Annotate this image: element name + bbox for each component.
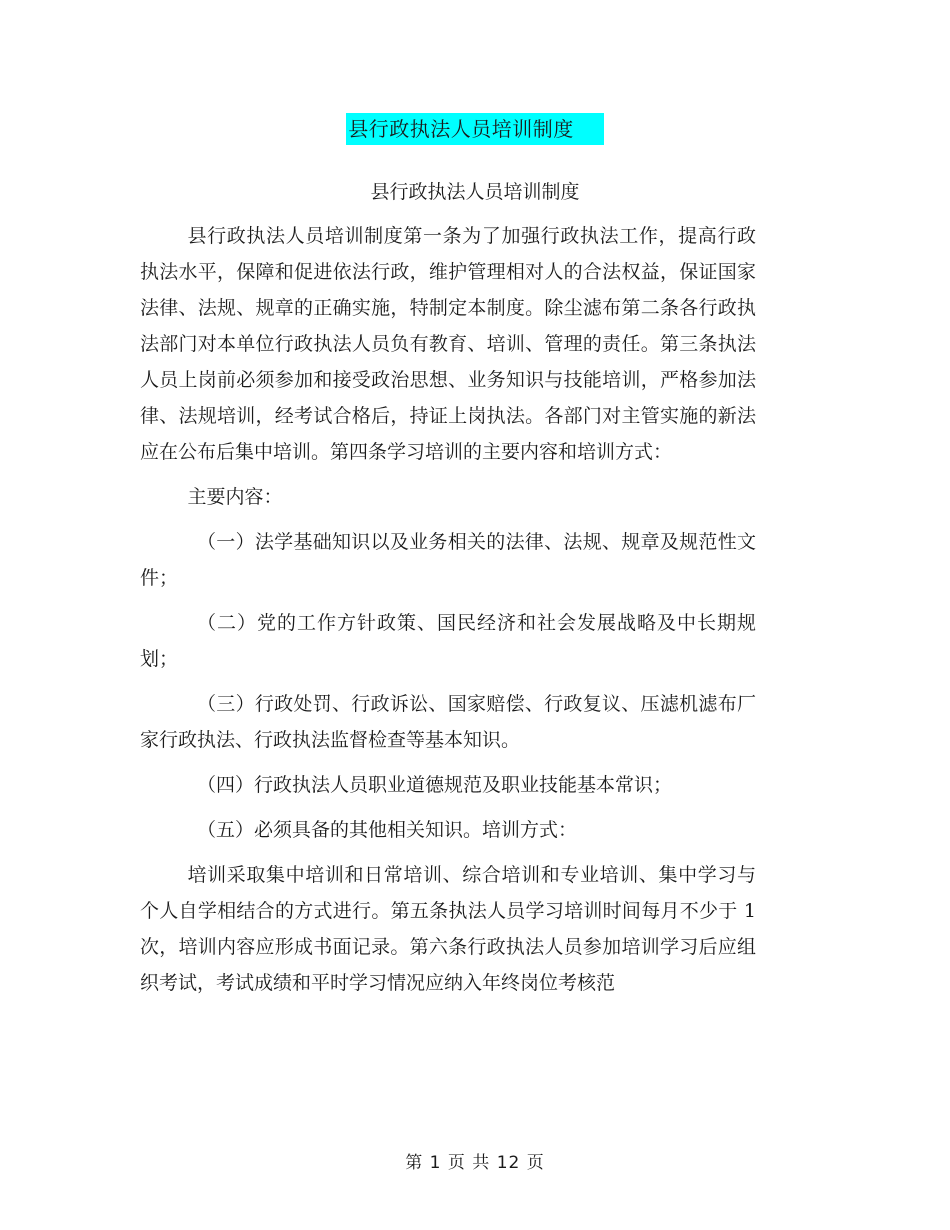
list-item: （二）党的工作方针政策、国民经济和社会发展战略及中长期规划； — [140, 612, 756, 670]
paragraph: 主要内容： — [187, 486, 283, 508]
heading-row — [0, 113, 950, 145]
paragraph: 县行政执法人员培训制度第一条为了加强行政执法工作，提高行政执法水平，保障和促进依法行政，维护管理相对人的合法权益，保证国家法律、法规、规章的正确实施，特制定本制度。除尘滤布第二条各行政执法部门对本单位行政执法人员负有教育、培训、管理的责任。第三条执法人员上岗前必须参加和接受政治思想、业务知识与技能培训，严格参加法律、法规培训，经考试合格后，持证上岗执法。各部门对主管实施的新法应在公布后集中培训。第四条学习培训的主要内容和培训方式： — [140, 225, 756, 463]
list-item: （五）必须具备的其他相关知识。培训方式： — [197, 819, 578, 841]
document-subheading: 县行政执法人员培训制度 — [370, 181, 580, 203]
paragraph: 培训采取集中培训和日常培训、综合培训和专业培训、集中学习与个人自学相结合的方式进行。第五条执法人员学习培训时间每月不少于 1 次，培训内容应形成书面记录。第六条行政执法人员参加培训学习后应组织考试，考试成绩和平时学习情况应纳入年终岗位考核范 — [140, 864, 756, 994]
document-body — [140, 218, 756, 1001]
page-footer: 第 1 页 共 12 页 — [405, 1153, 545, 1173]
list-item: （三）行政处罚、行政诉讼、国家赔偿、行政复议、压滤机滤布厂家行政执法、行政执法监督检查等基本知识。 — [140, 693, 756, 751]
list-item: （一）法学基础知识以及业务相关的法律、法规、规章及规范性文件； — [140, 531, 756, 589]
document-heading: 县行政执法人员培训制度 — [346, 113, 604, 145]
list-item: （四）行政执法人员职业道德规范及职业技能基本常识； — [197, 774, 673, 796]
